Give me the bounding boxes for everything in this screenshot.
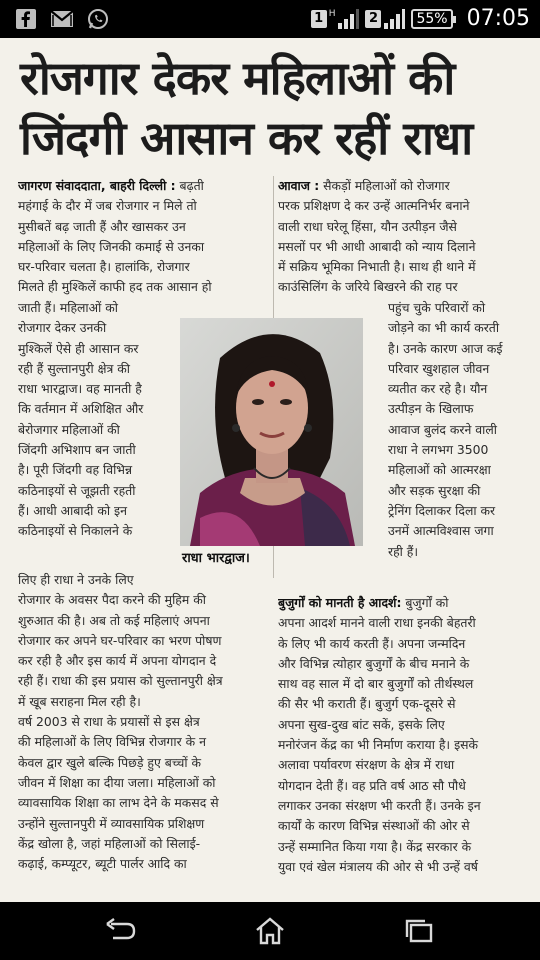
text-line: हैं। आधी आबादी को इन bbox=[18, 502, 127, 518]
portrait-photo bbox=[180, 318, 363, 546]
text-line: मिलते ही मुश्किलें काफी हद तक आसान हो bbox=[18, 279, 212, 295]
text-span: बुजुर्गों को bbox=[401, 595, 449, 610]
headline bbox=[20, 48, 525, 168]
text-line bbox=[18, 176, 270, 196]
text-line: व्यतीत कर रहे है। यौन bbox=[388, 381, 488, 397]
text-line: रोजगार देकर उनकी bbox=[18, 320, 107, 336]
text-line: महिलाओं के लिए जिनकी कमाई से उनका bbox=[18, 238, 205, 254]
text-line: योगदान देती हैं। वह प्रति वर्ष आठ सौ पौधे bbox=[278, 777, 466, 793]
text-line: उत्पीड़न के खिलाफ bbox=[388, 401, 474, 417]
headline-line: जिंदगी आसान कर रहीं राधा bbox=[20, 111, 473, 165]
text-line: व्यावसायिक शिक्षा का लाभ देने के मकसद से bbox=[18, 795, 219, 811]
text-line: की सैर भी कराती हैं। बुजुर्ग एक-दूसरे से bbox=[278, 696, 456, 712]
text-line: लिए ही राधा ने उनके लिए bbox=[18, 572, 134, 587]
text-line: में खूब सराहना मिल रही है। bbox=[18, 693, 141, 709]
text-line: जोड़ने का भी कार्य करती bbox=[388, 320, 500, 336]
text-line: वाली राधा घरेलू हिंसा, यौन उत्पीड़न जैसे bbox=[278, 218, 457, 234]
text-line: अपना आदर्श मानने वाली राधा इनकी बेहतरी bbox=[278, 615, 476, 631]
text-line: बेरोजगार महिलाओं की bbox=[18, 421, 120, 437]
signal-icon bbox=[383, 9, 405, 29]
text-line: उन्हें सम्मानित किया गया है। केंद्र सरकार के bbox=[278, 838, 472, 854]
status-bar bbox=[0, 0, 540, 38]
photo-caption: राधा भारद्वाज। bbox=[182, 551, 250, 566]
left-column-top bbox=[18, 176, 270, 298]
headline-line: रोजगार देकर महिलाओं की bbox=[20, 51, 455, 105]
sim2-status bbox=[365, 9, 405, 29]
left-column-bottom bbox=[18, 570, 270, 874]
battery-percent: 55% bbox=[416, 10, 448, 27]
system-status bbox=[311, 6, 530, 31]
text-line: युवा एवं खेल मंत्रालय की ओर से भी उन्हें वर्ष bbox=[278, 858, 478, 874]
text-line: लगाकर उनका संरक्षण भी करती हैं। उनके इन bbox=[278, 797, 481, 813]
text-line bbox=[278, 593, 525, 613]
text-line: अपना सुख-दुख बांट सकें, इसके लिए bbox=[278, 716, 445, 732]
text-line: रोजगार के अवसर पैदा करने की मुहिम की bbox=[18, 592, 206, 608]
recent-apps-icon bbox=[403, 917, 437, 945]
text-line: रही हैं। bbox=[388, 543, 419, 559]
recent-apps-button[interactable] bbox=[400, 914, 440, 948]
left-column-wrap bbox=[18, 298, 178, 542]
home-icon bbox=[253, 916, 287, 946]
sim2-badge: 2 bbox=[365, 10, 381, 28]
text-line: और सड़क सुरक्षा की bbox=[388, 482, 481, 498]
sim1-status bbox=[311, 9, 360, 29]
right-column-top bbox=[278, 176, 525, 298]
text-line: राधा ने लगभग 3500 bbox=[388, 442, 489, 458]
text-line: अलावा पर्यावरण संरक्षण के क्षेत्र में राधा bbox=[278, 757, 455, 773]
subheading: बुजुर्गों को मानती है आदर्श: bbox=[278, 595, 402, 610]
text-line: और विभिन्न त्योहार बुजुर्गों के बीच मनाने के bbox=[278, 655, 470, 671]
text-line: जीवन में शिक्षा का दीया जला। महिलाओं को bbox=[18, 774, 216, 790]
whatsapp-icon bbox=[86, 7, 110, 31]
network-type: H bbox=[328, 8, 336, 19]
text-line bbox=[278, 176, 525, 196]
text-line: है। पूरी जिंदगी वह विभिन्न bbox=[18, 462, 133, 478]
text-line: पहुंच चुके परिवारों को bbox=[388, 300, 486, 315]
text-line: परिवार खुशहाल जीवन bbox=[388, 360, 490, 376]
text-span: बढ़ती bbox=[175, 178, 204, 193]
text-line: महंगाई के दौर में जब रोजगार न मिले तो bbox=[18, 198, 197, 214]
text-line: उन्होंने सुल्तानपुरी में व्यावसायिक प्रशिक्षण bbox=[18, 815, 205, 831]
back-icon bbox=[103, 918, 137, 944]
byline: जागरण संवाददाता, बाहरी दिल्ली : bbox=[18, 178, 176, 193]
notification-icons bbox=[14, 7, 110, 31]
back-button[interactable] bbox=[100, 914, 140, 948]
text-line: रही हैं सुल्तानपुरी क्षेत्र की bbox=[18, 360, 131, 376]
navigation-bar bbox=[0, 902, 540, 960]
signal-icon bbox=[337, 9, 359, 29]
newspaper-clipping bbox=[0, 38, 540, 902]
text-line: कर रही है और इस कार्य में अपना योगदान दे bbox=[18, 653, 217, 669]
text-line: महिलाओं को आत्मरक्षा bbox=[388, 462, 491, 478]
text-line: राधा भारद्वाज। वह मानती है bbox=[18, 381, 142, 397]
text-line: घर-परिवार चलता है। हालांकि, रोजगार bbox=[18, 259, 190, 275]
text-line: मुश्किलें ऐसे ही आसान कर bbox=[18, 340, 139, 356]
text-line: है। उनके कारण आज कई bbox=[388, 340, 503, 356]
text-line: मसलों पर भी आधी आबादी को न्याय दिलाने bbox=[278, 238, 476, 254]
text-line: कि वर्तमान में अशिक्षित और bbox=[18, 401, 144, 417]
text-line: कठिनाइयों से जूझती रहती bbox=[18, 482, 136, 498]
clock: 07:05 bbox=[466, 6, 530, 31]
text-line: रही हैं। राधा की इस प्रयास को सुल्तानपुरी क्षेत्र bbox=[18, 673, 223, 689]
right-column-wrap bbox=[388, 298, 525, 562]
text-line: ट्रेनिंग दिलाकर दिला कर bbox=[388, 502, 496, 518]
text-line: केवल द्वार खुले बल्कि पिछड़े हुए बच्चों के bbox=[18, 754, 202, 770]
text-line: मुसीबतें बढ़ जाती हैं और खासकर उन bbox=[18, 218, 186, 234]
text-line: रोजगार कर अपने घर-परिवार का भरण पोषण bbox=[18, 632, 222, 648]
sim1-badge: 1 bbox=[311, 10, 327, 28]
text-line: कढ़ाई, कम्प्यूटर, ब्यूटी पार्लर आदि का bbox=[18, 856, 187, 872]
right-column-bottom bbox=[278, 593, 525, 877]
text-line: साथ वह साल में दो बार बुजुर्गों को तीर्थस्थल bbox=[278, 676, 474, 692]
text-line: शुरुआत की है। अब तो कई महिलाएं अपना bbox=[18, 612, 210, 628]
text-line: परक प्रशिक्षण दे कर उन्हें आत्मनिर्भर बनाने bbox=[278, 198, 470, 214]
section-lead: आवाज : bbox=[278, 178, 320, 193]
text-line: जिंदगी अभिशाप बन जाती bbox=[18, 442, 136, 458]
text-line: की महिलाओं के लिए विभिन्न रोजगार के न bbox=[18, 734, 206, 750]
gmail-icon bbox=[50, 7, 74, 31]
text-line: में सक्रिय भूमिका निभाती है। साथ ही थाने में bbox=[278, 259, 476, 275]
text-line: मनोरंजन केंद्र का भी निर्माण कराया है। इसके bbox=[278, 737, 479, 753]
text-line: उनमें आत्मविश्वास जगा bbox=[388, 523, 494, 539]
text-line: के लिए भी कार्य करती हैं। अपना जन्मदिन bbox=[278, 635, 466, 651]
text-line: कठिनाइयों से निकालने के bbox=[18, 523, 133, 539]
text-line: कार्यों के कारण विभिन्न संस्थाओं की ओर से bbox=[278, 818, 470, 834]
text-span: सैकड़ों महिलाओं को रोजगार bbox=[319, 178, 450, 193]
battery-indicator bbox=[411, 9, 452, 29]
text-line: जाती हैं। महिलाओं को bbox=[18, 300, 118, 315]
text-line: केंद्र खोला है, जहां महिलाओं को सिलाई- bbox=[18, 835, 201, 851]
text-line: काउंसिलिंग के जरिये बिखरने की राह पर bbox=[278, 279, 458, 295]
text-line: वर्ष 2003 से राधा के प्रयासों से इस क्षेत्र bbox=[18, 714, 200, 730]
facebook-icon bbox=[14, 7, 38, 31]
home-button[interactable] bbox=[250, 914, 290, 948]
text-line: आवाज बुलंद करने वाली bbox=[388, 421, 497, 437]
